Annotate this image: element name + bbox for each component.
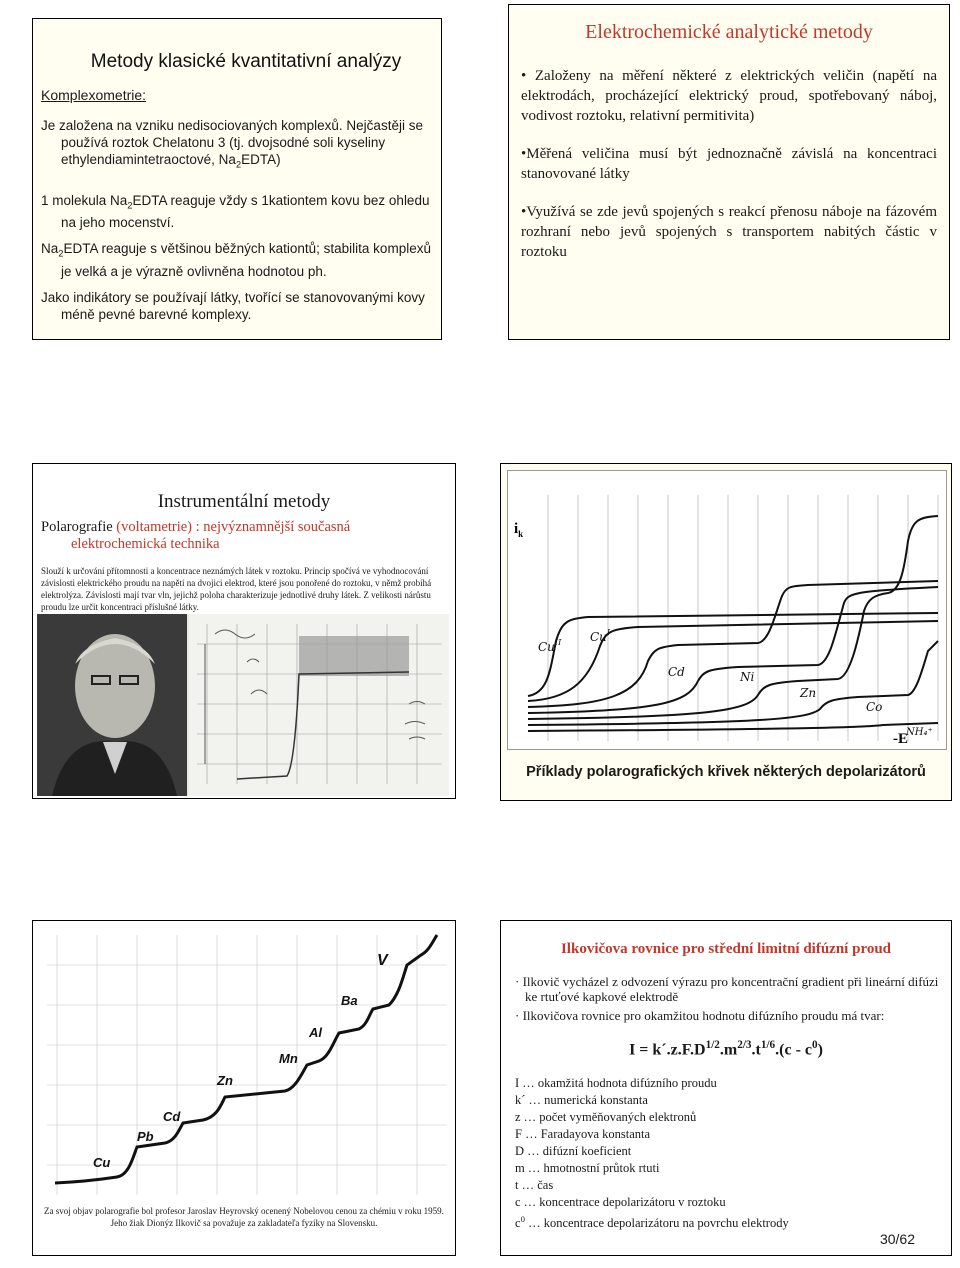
paragraph: Polarografie (voltametrie) : nejvýznamnější současná elektrochemická technika <box>41 519 351 552</box>
label-ni: Ni <box>740 670 755 684</box>
label-nh4: NH₄⁺ <box>906 727 933 738</box>
slide-ilkovicova-rovnice <box>500 920 952 1256</box>
definition-item: D … difúzní koeficient <box>515 1144 632 1159</box>
label-cu: Cu <box>93 1155 111 1170</box>
label-cd: Cd <box>163 1109 181 1124</box>
definition-item: I … okamžitá hodnota difúzního proudu <box>515 1076 717 1091</box>
label-cd: Cd <box>668 665 685 679</box>
definition-item: F … Faradayova konstanta <box>515 1127 651 1142</box>
x-axis-label: -E <box>893 731 908 747</box>
paragraph: $Na_2EDTA$ reaguje s většinou běžných kationtů; stabilita komplexů je velká a je výrazně ovlivněna hodnotou ph. <box>41 241 431 280</box>
definition-item: t … čas <box>515 1178 554 1193</box>
definition-item: c … koncentrace depolarizátoru v roztoku <box>515 1195 726 1210</box>
slide-polarograficke-krivky <box>500 463 952 801</box>
label-pb: Pb <box>137 1129 154 1144</box>
bullet-item: •Měřená veličina musí být jednoznačně závislá na koncentraci stanovované látky <box>521 146 937 182</box>
page-number: 30/62 <box>879 1231 915 1247</box>
slide-title: Instrumentální metody <box>157 491 331 512</box>
slide-title: Elektrochemické analytické metody <box>585 21 873 43</box>
slide-heyrovsky-polarogram <box>32 920 456 1256</box>
slide-subtitle: Komplexometrie: <box>41 87 147 103</box>
definition-item: m … hmotnostní průtok rtuti <box>515 1161 660 1176</box>
slide-komplexometrie <box>32 18 442 340</box>
y-axis-label: $i_k$ <box>514 521 524 539</box>
paragraph: 1 molekula $Na_2EDTA$ reaguje vždy s 1kationtem kovu bez ohledu na jeho mocenství. <box>41 192 430 231</box>
definition-item: z … počet vyměňovaných elektronů <box>515 1110 697 1125</box>
slide-title: Metody klasické kvantitativní analýzy <box>90 51 402 72</box>
label-mn: Mn <box>279 1051 298 1066</box>
slide-elektrochemicke-metody <box>508 4 950 340</box>
label-ba: Ba <box>341 993 358 1008</box>
bullet-item: · Ilkovič vycházel z odvození výrazu pro koncentrační gradient při lineární difúzi ke rtuťové kapkové elektrodě <box>515 974 939 1004</box>
bullet-item: •Využívá se zde jevů spojených s reakcí přenosu náboje na fázovém rozhraní nebo jevů spojených s transportem nabitých částic v roztoku <box>521 204 937 260</box>
definition-item: k´ … numerická konstanta <box>515 1093 648 1108</box>
portrait-and-polarogram-photo <box>37 614 449 796</box>
ilkovic-equation: $I = k´.z.F.D^{1/2}.m^{2/3}.t^{1/6}.(c - c^0)$ <box>629 1039 823 1059</box>
curve-ni <box>528 587 938 713</box>
label-co: Co <box>866 700 883 714</box>
figure-caption: Příklady polarografických křivek některých depolarizátorů <box>526 764 926 780</box>
label-al: Al <box>309 1025 322 1040</box>
label-cu2: $Cu^{II}$ <box>538 638 562 654</box>
definitions-list <box>515 1075 951 1232</box>
paragraph-small: Slouží k určování přítomnosti a koncentrace neznámých látek v roztoku. Princip spočívá ve vyhodnocování závislosti elektrického proudu na napětí na dvojici elektrod, které jsou ponořené do roztoku, v němž probíhá elektrolýza. Závislosti mají tvar vln, jejichž poloha charakterizuje jednotlivé druhy látek. Z velikosti nárůstu proudu lze určit koncentraci příslušné látky. <box>41 566 432 612</box>
paragraph: Je založena na vzniku nedisociovaných komplexů. Nejčastěji se používá roztok Chelatonu 3 (tj. dvojsodné soli kyseliny ethylendiamintetraoctové, $Na_2EDTA$) <box>41 118 423 171</box>
polarographic-curves-figure <box>507 470 947 750</box>
polarogram-figure <box>37 925 451 1203</box>
paragraph: Jako indikátory se používají látky, tvořící se stanovovanými kovy méně pevné barevné komplexy. <box>41 290 425 323</box>
bullet-item: · Ilkovičova rovnice pro okamžitou hodnotu difúzního proudu má tvar: <box>515 1008 885 1023</box>
slide-title: Ilkovičova rovnice pro střední limitní difúzní proud <box>560 941 892 957</box>
label-cu1: $Cu^I$ <box>590 628 611 644</box>
label-zn: Zn <box>217 1073 233 1088</box>
label-zn: Zn <box>800 686 817 700</box>
curve-cd <box>528 581 938 707</box>
definition-item: $c^0$ … koncentrace depolarizátoru na povrchu elektrody <box>515 1214 789 1231</box>
figure-caption: Za svoj objav polarografie bol profesor Jaroslav Heyrovský ocenený Nobelovou cenou za chémiu v roku 1959. Jeho žiak Dionýz Ilkovič sa považuje za zakladateľa fyziky na Slovensku. <box>44 1206 444 1228</box>
slide-instrumentalni-metody <box>32 463 456 799</box>
polarographic-curves-svg <box>508 471 946 749</box>
label-v: V <box>377 952 388 969</box>
bullet-item: • Založeny na měření některé z elektrických veličin (napětí na elektrodách, procházející elektrický proud, spotřebovaný náboj, vodivost roztoku, relativní permitivita) <box>521 68 937 124</box>
